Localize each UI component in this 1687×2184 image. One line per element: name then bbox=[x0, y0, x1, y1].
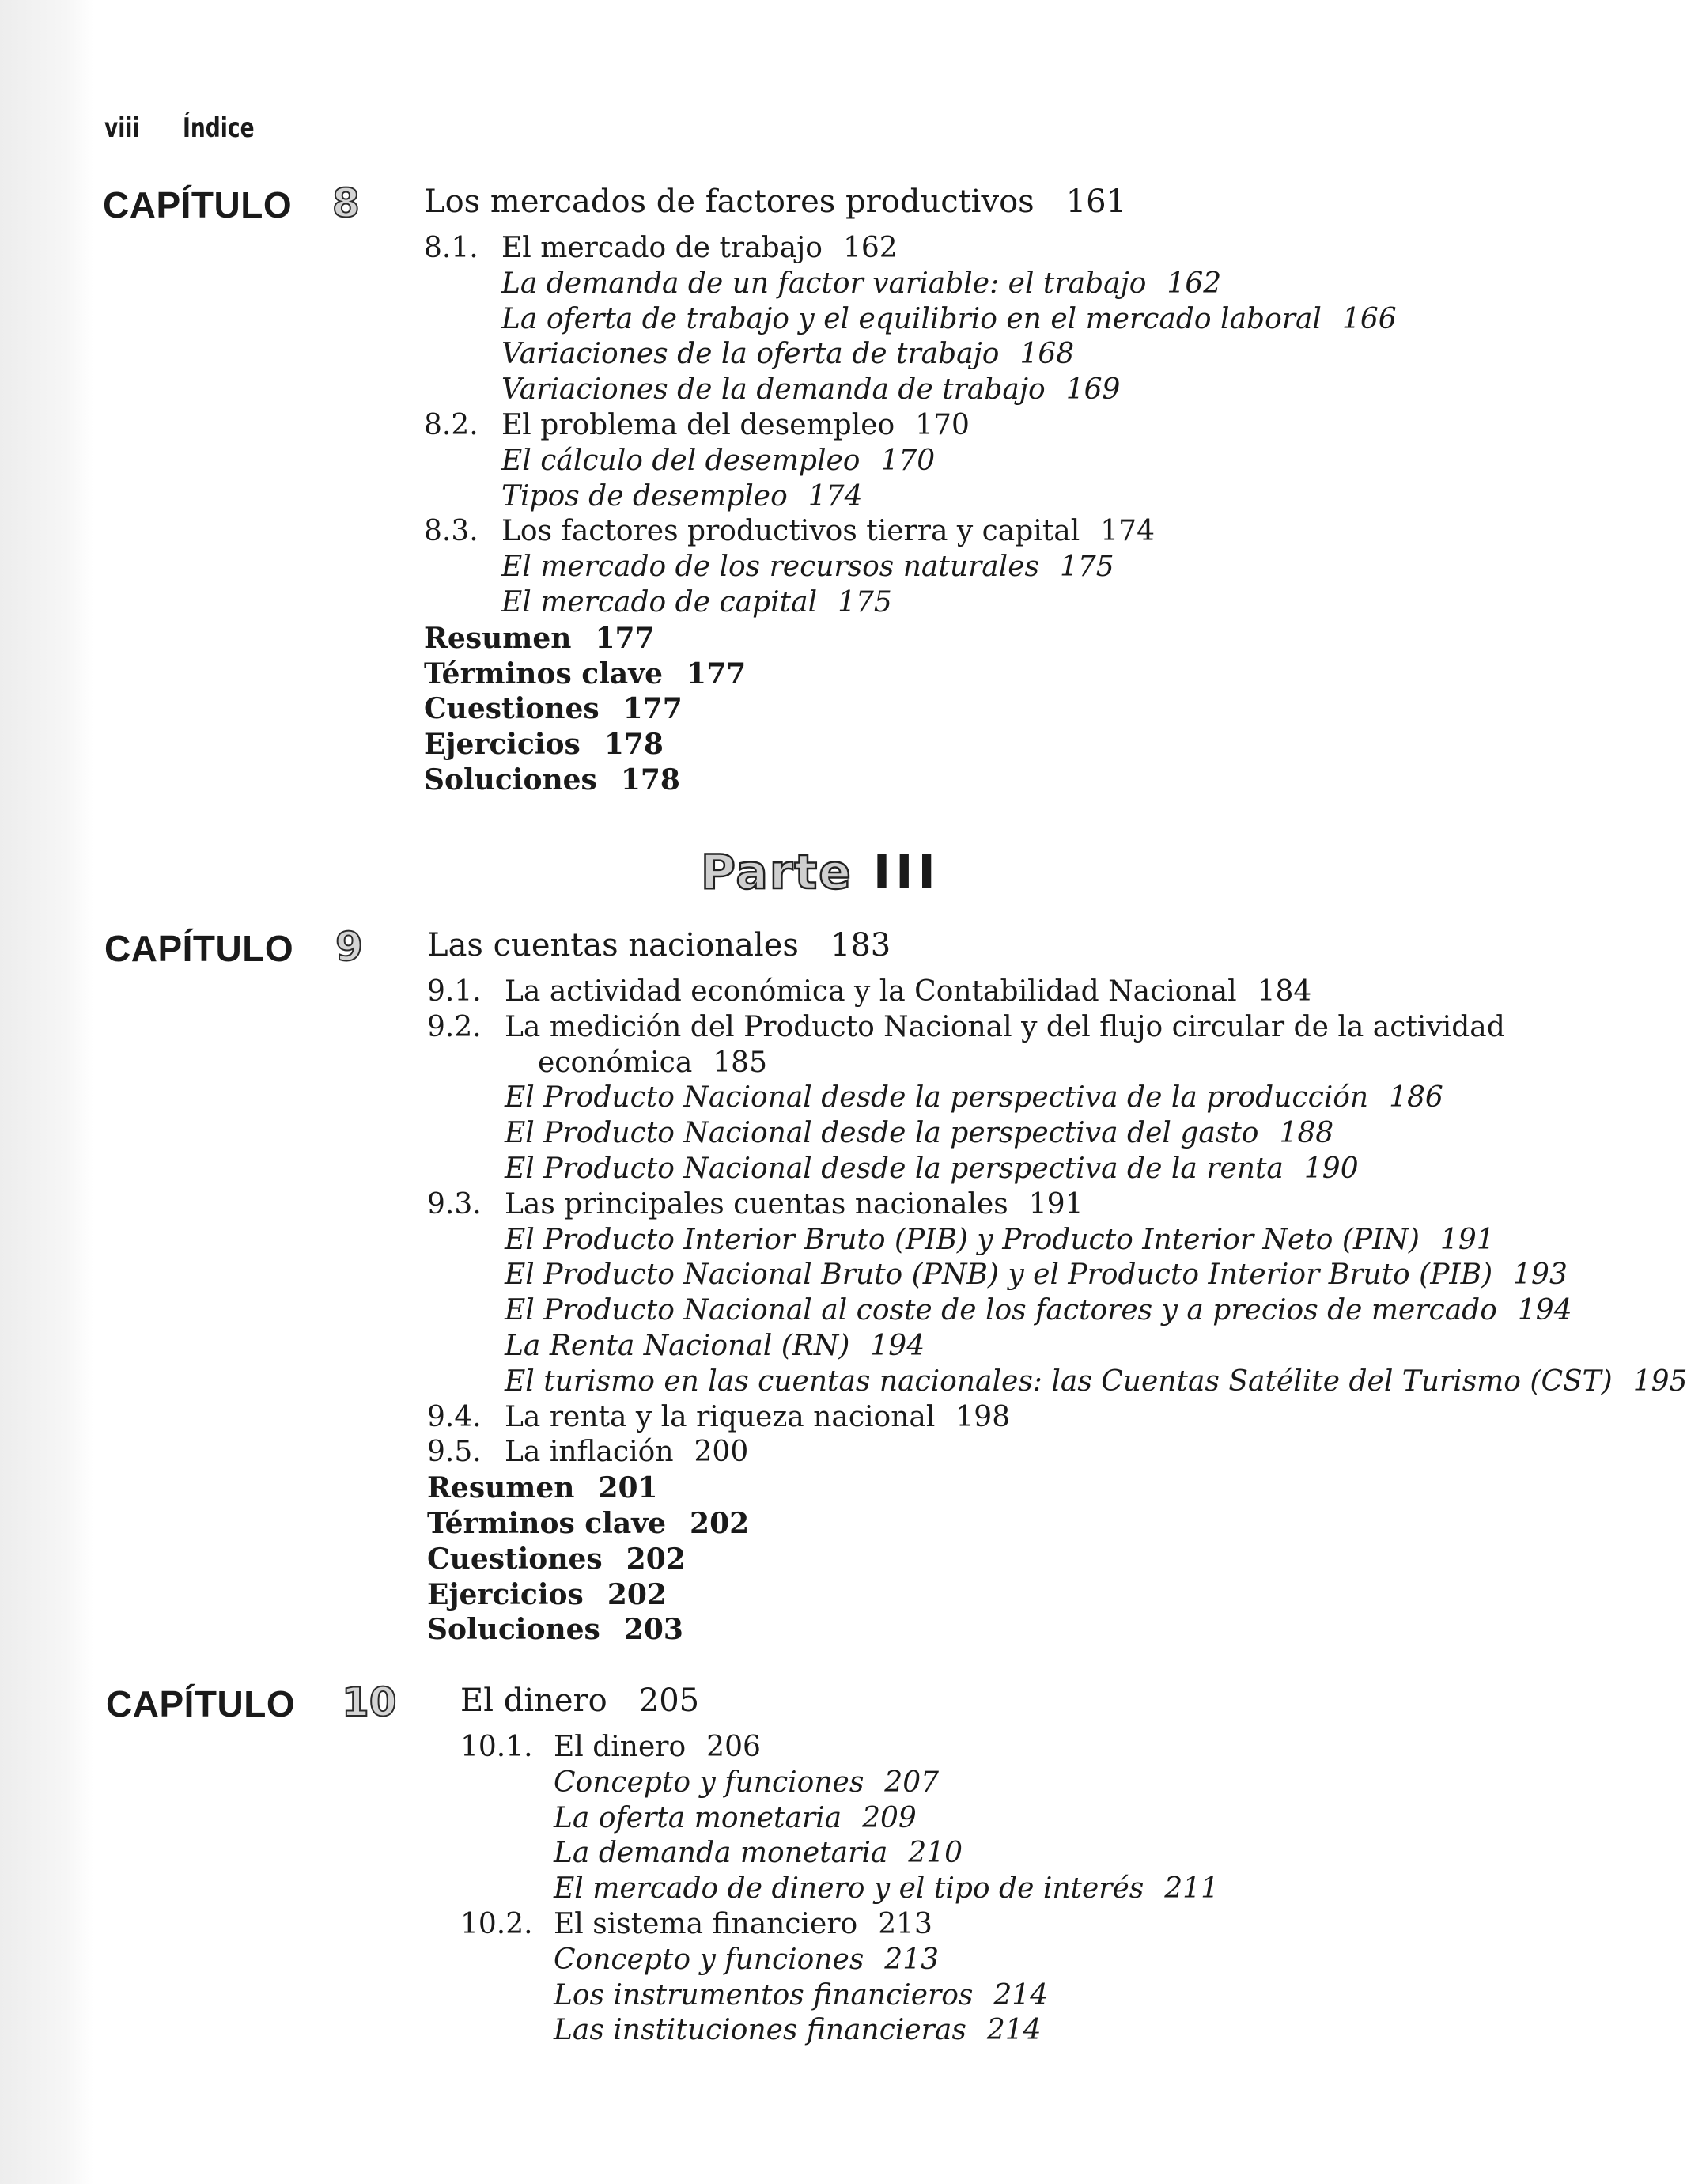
chapter-9-entries bbox=[427, 975, 1687, 1648]
toc-section-continuation bbox=[427, 1046, 1598, 1081]
section-title-text: La renta y la riqueza nacional bbox=[505, 1400, 936, 1433]
subsection-title bbox=[554, 1978, 1048, 2014]
page-number: 188 bbox=[1279, 1117, 1334, 1150]
scan-margin-shade bbox=[0, 0, 93, 2184]
section-number: 8.1. bbox=[424, 232, 478, 264]
subsection-title-text: La oferta de trabajo y el equilibrio en el mercado laboral bbox=[501, 302, 1322, 335]
chapter-title-text: Las cuentas nacionales bbox=[427, 927, 799, 963]
chapter-title bbox=[424, 184, 1126, 220]
section-title bbox=[554, 1730, 761, 1766]
page-number: 175 bbox=[838, 585, 892, 619]
page-number: 175 bbox=[1059, 551, 1114, 584]
section-number: 10.2. bbox=[460, 1907, 533, 1940]
chapter-title bbox=[460, 1682, 699, 1719]
page-number: 202 bbox=[626, 1542, 686, 1576]
section-title-text: económica bbox=[538, 1046, 693, 1079]
subsection-title bbox=[505, 1293, 1572, 1329]
page-number: 169 bbox=[1065, 373, 1121, 407]
toc-endmatter-entry bbox=[427, 1542, 1598, 1577]
subsection-title-text: Concepto y funciones bbox=[554, 1943, 864, 1976]
toc-section-entry bbox=[460, 1907, 1599, 1943]
section-title bbox=[505, 1187, 1084, 1223]
subsection-title bbox=[505, 1329, 925, 1365]
section-number: 9.5. bbox=[427, 1436, 482, 1469]
part-word: Parte bbox=[701, 845, 853, 900]
toc-subsection-entry bbox=[460, 2013, 1599, 2049]
toc-section-entry bbox=[427, 1187, 1598, 1223]
endmatter-title: Soluciones bbox=[424, 763, 597, 797]
page-number: 213 bbox=[878, 1907, 932, 1940]
section-number: 9.2. bbox=[427, 1010, 482, 1043]
subsection-title-text: El Producto Nacional al coste de los factores y a precios de mercado bbox=[505, 1294, 1497, 1327]
page-number: 207 bbox=[884, 1766, 940, 1799]
toc-endmatter-entry bbox=[427, 1506, 1598, 1542]
subsection-title-text: Variaciones de la demanda de trabajo bbox=[501, 373, 1046, 407]
subsection-title-text: El Producto Nacional desde la perspectiva de la renta bbox=[505, 1152, 1284, 1185]
page-number: 170 bbox=[880, 444, 936, 477]
subsection-title-text: Concepto y funciones bbox=[554, 1766, 864, 1799]
section-number: 8.2. bbox=[424, 408, 478, 441]
endmatter-title: Cuestiones bbox=[427, 1542, 603, 1576]
toc-section-entry bbox=[427, 1010, 1598, 1046]
subsection-title-text: El mercado de dinero y el tipo de interés bbox=[554, 1872, 1144, 1906]
toc-subsection-entry bbox=[427, 1329, 1598, 1365]
chapter-label: CAPÍTULO bbox=[106, 1683, 296, 1724]
subsection-title bbox=[501, 267, 1221, 302]
page-number: 209 bbox=[862, 1801, 917, 1834]
page-number: 211 bbox=[1164, 1872, 1219, 1906]
page-number: 174 bbox=[1100, 515, 1155, 548]
toc-endmatter-entry bbox=[424, 727, 1579, 763]
toc-endmatter-entry bbox=[427, 1577, 1598, 1613]
endmatter-title: Ejercicios bbox=[427, 1577, 584, 1611]
section-title bbox=[501, 231, 898, 267]
section-title bbox=[501, 408, 970, 444]
subsection-title-text: La demanda de un factor variable: el trabajo bbox=[501, 267, 1147, 300]
subsection-title bbox=[505, 1116, 1333, 1152]
section-number: 9.4. bbox=[427, 1400, 482, 1433]
subsection-title bbox=[554, 1836, 963, 1872]
subsection-title bbox=[501, 337, 1074, 373]
subsection-title bbox=[505, 1365, 1687, 1400]
toc-subsection-entry bbox=[460, 1978, 1599, 2014]
section-title bbox=[554, 1907, 932, 1943]
chapter-number: 8 bbox=[332, 180, 360, 226]
section-number: 8.3. bbox=[424, 515, 478, 548]
toc-endmatter-entry bbox=[424, 691, 1579, 727]
subsection-title-text: Tipos de desempleo bbox=[501, 479, 788, 513]
page-number: 194 bbox=[870, 1329, 925, 1362]
subsection-title-text: Los instrumentos financieros bbox=[554, 1978, 974, 2012]
page-number: 193 bbox=[1513, 1259, 1568, 1292]
section-title-continuation bbox=[538, 1046, 767, 1081]
subsection-title-text: El Producto Nacional desde la perspectiva de la producción bbox=[505, 1081, 1369, 1115]
page-number: 162 bbox=[842, 232, 898, 264]
section-title bbox=[505, 975, 1311, 1010]
toc-subsection-entry bbox=[424, 373, 1579, 408]
chapter-number: 9 bbox=[335, 924, 363, 970]
page-number: 214 bbox=[986, 2014, 1042, 2047]
subsection-title bbox=[554, 1766, 939, 1801]
subsection-title bbox=[554, 1943, 939, 1978]
toc-subsection-entry bbox=[460, 1801, 1599, 1837]
page-number: 201 bbox=[598, 1471, 658, 1505]
page-number: 214 bbox=[993, 1978, 1049, 2012]
section-title-text: El sistema financiero bbox=[554, 1907, 858, 1940]
page-number: 195 bbox=[1632, 1365, 1687, 1398]
subsection-title bbox=[554, 2013, 1042, 2049]
subsection-title-text: El Producto Interior Bruto (PIB) y Producto Interior Neto (PIN) bbox=[505, 1223, 1420, 1256]
toc-subsection-entry bbox=[427, 1081, 1598, 1116]
toc-section-entry bbox=[460, 1730, 1599, 1766]
toc-subsection-entry bbox=[427, 1258, 1598, 1293]
page-number: 202 bbox=[607, 1577, 667, 1611]
page-number: 210 bbox=[908, 1837, 963, 1870]
page-number: 166 bbox=[1341, 302, 1397, 335]
subsection-title bbox=[505, 1152, 1359, 1187]
subsection-title bbox=[505, 1081, 1443, 1116]
page-number: 170 bbox=[915, 408, 970, 441]
page-number: 184 bbox=[1257, 975, 1312, 1008]
toc-subsection-entry bbox=[424, 337, 1579, 373]
chapter-page-number: 183 bbox=[830, 927, 891, 963]
subsection-title-text: El turismo en las cuentas nacionales: las Cuentas Satélite del Turismo (CST) bbox=[505, 1365, 1613, 1398]
page-number: 200 bbox=[694, 1436, 749, 1469]
page-number: 202 bbox=[690, 1506, 750, 1540]
subsection-title bbox=[501, 550, 1114, 585]
page-number: 162 bbox=[1167, 267, 1222, 300]
subsection-title-text: El mercado de los recursos naturales bbox=[501, 551, 1039, 584]
page-folio: viii bbox=[104, 112, 140, 144]
part-roman-numeral: III bbox=[872, 845, 940, 900]
page-number: 191 bbox=[1439, 1223, 1495, 1256]
subsection-title bbox=[501, 302, 1397, 338]
endmatter-title: Términos clave bbox=[424, 657, 664, 691]
page-number: 177 bbox=[595, 621, 655, 655]
subsection-title-text: El cálculo del desempleo bbox=[501, 444, 861, 477]
section-title-text: Las principales cuentas nacionales bbox=[505, 1187, 1008, 1221]
section-number: 9.3. bbox=[427, 1187, 482, 1221]
running-head bbox=[104, 112, 255, 144]
page-number: 203 bbox=[623, 1613, 683, 1647]
page-number: 191 bbox=[1028, 1187, 1084, 1221]
page-number: 190 bbox=[1303, 1152, 1359, 1185]
toc-section-entry bbox=[424, 408, 1579, 444]
running-head-title: Índice bbox=[183, 112, 255, 144]
subsection-title-text: Variaciones de la oferta de trabajo bbox=[501, 338, 1000, 371]
toc-subsection-entry bbox=[427, 1223, 1598, 1259]
subsection-title-text: Las instituciones financieras bbox=[554, 2014, 966, 2047]
chapter-label: CAPÍTULO bbox=[104, 928, 294, 969]
toc-endmatter-entry bbox=[427, 1612, 1598, 1648]
toc-section-entry bbox=[424, 514, 1579, 550]
subsection-title-text: La oferta monetaria bbox=[554, 1801, 842, 1834]
toc-subsection-entry bbox=[427, 1365, 1687, 1400]
page-number: 177 bbox=[622, 692, 683, 726]
page-number: 213 bbox=[884, 1943, 940, 1976]
toc-subsection-entry bbox=[460, 1872, 1599, 1907]
section-title-text: El problema del desempleo bbox=[501, 408, 895, 441]
page-number: 174 bbox=[808, 479, 863, 513]
chapter-page-number: 161 bbox=[1065, 184, 1127, 220]
toc-section-entry bbox=[427, 1435, 1598, 1471]
section-title bbox=[501, 514, 1155, 550]
chapter-label: CAPÍTULO bbox=[103, 184, 293, 225]
endmatter-title: Cuestiones bbox=[424, 692, 600, 726]
toc-subsection-entry bbox=[424, 550, 1579, 585]
toc-subsection-entry bbox=[424, 302, 1579, 338]
page-number: 194 bbox=[1517, 1294, 1572, 1327]
chapter-title bbox=[427, 927, 891, 963]
page-number: 186 bbox=[1389, 1081, 1443, 1115]
toc-endmatter-entry bbox=[427, 1471, 1598, 1506]
subsection-title bbox=[505, 1258, 1568, 1293]
subsection-title bbox=[501, 479, 862, 515]
section-title bbox=[505, 1010, 1505, 1046]
chapter-title-text: Los mercados de factores productivos bbox=[424, 184, 1035, 220]
section-number: 9.1. bbox=[427, 975, 482, 1008]
toc-subsection-entry bbox=[427, 1293, 1598, 1329]
page-number: 178 bbox=[603, 728, 664, 762]
section-title-text: Los factores productivos tierra y capital bbox=[501, 515, 1080, 548]
section-title-text: La inflación bbox=[505, 1436, 674, 1469]
section-title-text: La medición del Producto Nacional y del flujo circular de la actividad bbox=[505, 1010, 1505, 1043]
endmatter-title: Términos clave bbox=[427, 1506, 667, 1540]
endmatter-title: Ejercicios bbox=[424, 728, 581, 762]
chapter-10-entries bbox=[460, 1730, 1599, 2049]
subsection-title bbox=[505, 1223, 1495, 1259]
subsection-title bbox=[501, 444, 935, 479]
subsection-title-text: La demanda monetaria bbox=[554, 1837, 888, 1870]
endmatter-title: Soluciones bbox=[427, 1613, 600, 1647]
section-title-text: El mercado de trabajo bbox=[501, 232, 823, 264]
toc-subsection-entry bbox=[424, 479, 1579, 515]
toc-endmatter-entry bbox=[424, 657, 1579, 692]
page-number: 198 bbox=[955, 1400, 1011, 1433]
page-number: 185 bbox=[713, 1046, 767, 1079]
section-title bbox=[505, 1435, 748, 1471]
endmatter-title: Resumen bbox=[427, 1471, 575, 1505]
toc-subsection-entry bbox=[460, 1836, 1599, 1872]
subsection-title bbox=[554, 1872, 1219, 1907]
section-number: 10.1. bbox=[460, 1731, 533, 1763]
toc-subsection-entry bbox=[424, 267, 1579, 302]
toc-subsection-entry bbox=[460, 1943, 1599, 1978]
toc-section-entry bbox=[424, 231, 1579, 267]
toc-subsection-entry bbox=[424, 444, 1579, 479]
chapter-8-entries bbox=[424, 231, 1579, 798]
page-number: 206 bbox=[706, 1731, 761, 1763]
subsection-title bbox=[501, 373, 1120, 408]
subsection-title-text: El Producto Nacional Bruto (PNB) y el Producto Interior Bruto (PIB) bbox=[505, 1259, 1493, 1292]
chapter-number: 10 bbox=[342, 1679, 397, 1725]
part-heading bbox=[701, 845, 940, 900]
subsection-title-text: La Renta Nacional (RN) bbox=[505, 1329, 850, 1362]
toc-subsection-entry bbox=[427, 1152, 1598, 1187]
subsection-title bbox=[554, 1801, 917, 1837]
page-number: 168 bbox=[1019, 338, 1075, 371]
endmatter-title: Resumen bbox=[424, 621, 572, 655]
toc-section-entry bbox=[427, 975, 1598, 1010]
chapter-page-number: 205 bbox=[638, 1682, 700, 1719]
toc-section-entry bbox=[427, 1400, 1598, 1436]
section-title-text: El dinero bbox=[554, 1731, 687, 1763]
subsection-title-text: El Producto Nacional desde la perspectiva del gasto bbox=[505, 1117, 1259, 1150]
toc-subsection-entry bbox=[427, 1116, 1598, 1152]
chapter-title-text: El dinero bbox=[460, 1682, 607, 1719]
section-title bbox=[505, 1400, 1010, 1436]
page-number: 178 bbox=[620, 763, 680, 797]
page-number: 177 bbox=[687, 657, 747, 691]
section-title-text: La actividad económica y la Contabilidad Nacional bbox=[505, 975, 1237, 1008]
toc-endmatter-entry bbox=[424, 621, 1579, 657]
toc-endmatter-entry bbox=[424, 763, 1579, 798]
subsection-title-text: El mercado de capital bbox=[501, 585, 818, 619]
toc-subsection-entry bbox=[460, 1766, 1599, 1801]
subsection-title bbox=[501, 585, 892, 621]
toc-subsection-entry bbox=[424, 585, 1579, 621]
